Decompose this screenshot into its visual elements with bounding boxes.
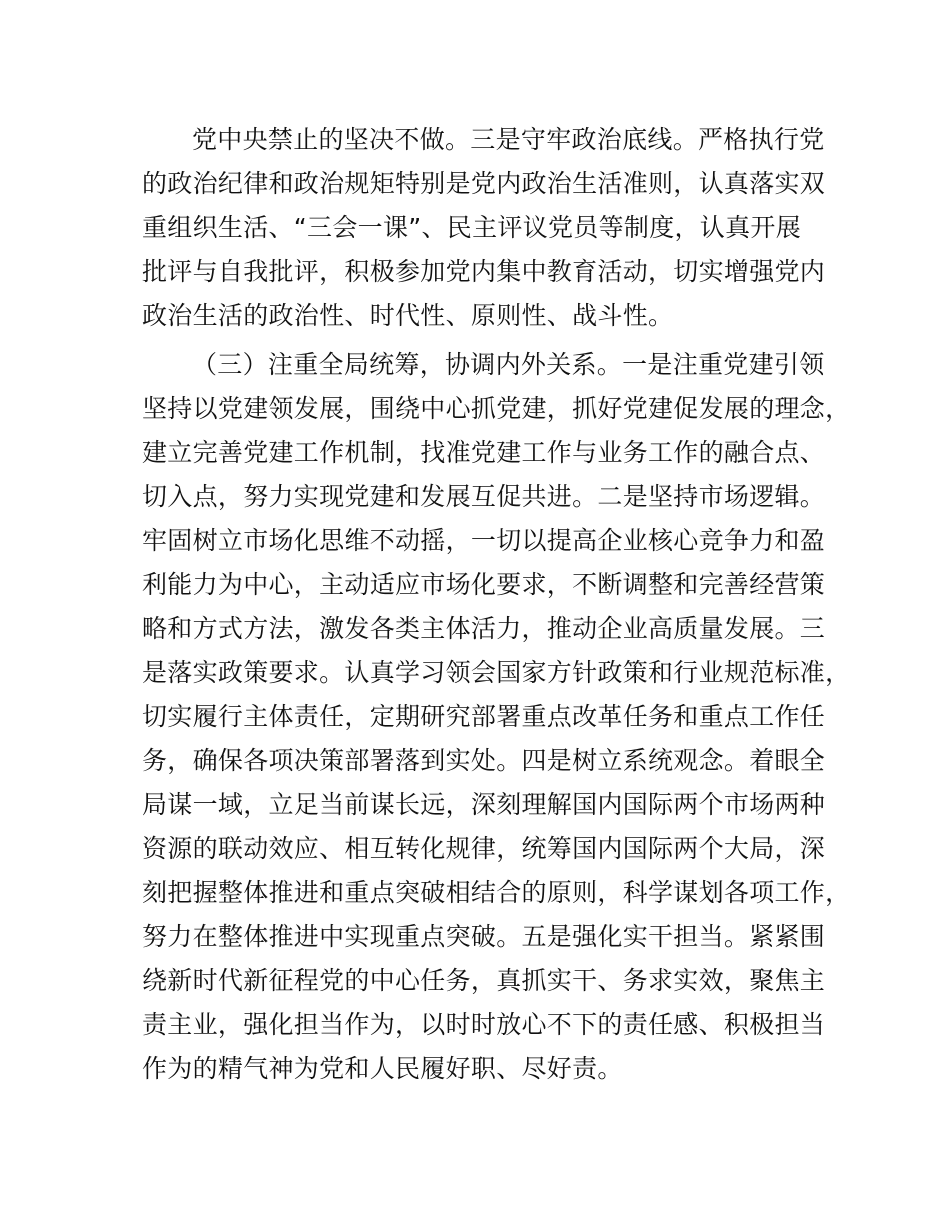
paragraph-line: 利能力为中心，主动适应市场化要求，不断调整和完善经营策 xyxy=(142,570,826,599)
paragraph-line: 党中央禁止的坚决不做。三是守牢政治底线。严格执行党 xyxy=(192,125,825,154)
paragraph-line: 努力在整体推进中实现重点突破。五是强化实干担当。紧紧围 xyxy=(142,922,826,951)
section-heading-line: （三）注重全局统筹，协调内外关系。一是注重党建引领 xyxy=(192,350,825,379)
paragraph-line: 切入点，努力实现党建和发展互促共进。二是坚持市场逻辑。 xyxy=(142,482,826,511)
paragraph-line: 建立完善党建工作机制，找准党建工作与业务工作的融合点、 xyxy=(142,438,826,467)
paragraph-line: 重组织生活、“三会一课”、民主评议党员等制度，认真开展 xyxy=(142,213,802,242)
paragraph-line: 政治生活的政治性、时代性、原则性、战斗性。 xyxy=(142,301,674,330)
paragraph-line: 牢固树立市场化思维不动摇，一切以提高企业核心竞争力和盈 xyxy=(142,526,826,555)
paragraph-line: 批评与自我批评，积极参加党内集中教育活动，切实增强党内 xyxy=(142,257,826,286)
paragraph-line: 绕新时代新征程党的中心任务，真抓实干、务求实效，聚焦主 xyxy=(142,966,826,995)
paragraph-line: 刻把握整体推进和重点突破相结合的原则，科学谋划各项工作， xyxy=(142,878,851,907)
paragraph-line: 作为的精气神为党和人民履好职、尽好责。 xyxy=(142,1054,623,1083)
paragraph-line: 资源的联动效应、相互转化规律，统筹国内国际两个大局，深 xyxy=(142,834,826,863)
paragraph-line: 的政治纪律和政治规矩特别是党内政治生活准则，认真落实双 xyxy=(142,169,826,198)
paragraph-line: 务，确保各项决策部署落到实处。四是树立系统观念。着眼全 xyxy=(142,746,826,775)
paragraph-line: 坚持以党建领发展，围绕中心抓党建，抓好党建促发展的理念， xyxy=(142,394,851,423)
paragraph-line: 是落实政策要求。认真学习领会国家方针政策和行业规范标准， xyxy=(142,658,851,687)
paragraph-line: 责主业，强化担当作为，以时时放心不下的责任感、积极担当 xyxy=(142,1010,826,1039)
paragraph-line: 切实履行主体责任，定期研究部署重点改革任务和重点工作任 xyxy=(142,702,826,731)
paragraph-line: 局谋一域，立足当前谋长远，深刻理解国内国际两个市场两种 xyxy=(142,790,826,819)
paragraph-line: 略和方式方法，激发各类主体活力，推动企业高质量发展。三 xyxy=(142,614,826,643)
